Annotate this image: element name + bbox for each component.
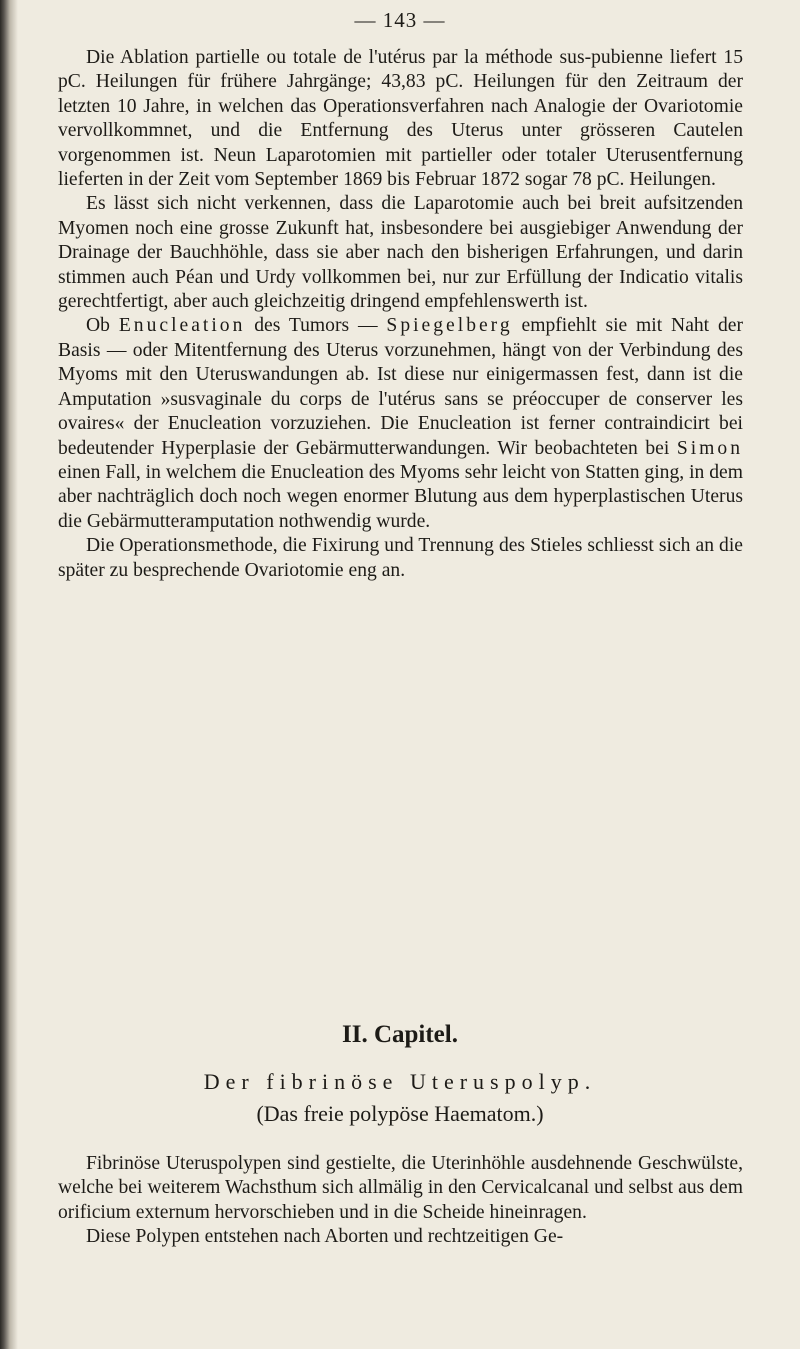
paragraph-enucleation <box>58 314 743 534</box>
page-number: — 143 — <box>354 8 446 32</box>
book-gutter-shadow <box>0 0 18 1349</box>
body-text-upper <box>58 46 743 583</box>
paragraph-polypen-entstehen: Diese Polypen entstehen nach Aborten und rechtzeitigen Ge- <box>86 1226 564 1248</box>
term-enucleation: Enucleation <box>118 315 246 337</box>
text-run: einen Fall, in welchem die Enucleation des Myoms sehr leicht von Statten ging, in dem aber nachträglich doch noch wegen enormer Blutung aus dem hyperplastischen Uterus die Gebärmutteramputation nothwendig wurde. <box>58 461 743 532</box>
author-simon: Simon <box>676 437 743 459</box>
chapter-subtitle: (Das freie polypöse Haematom.) <box>256 1101 544 1126</box>
paragraph-operationsmethode: Die Operationsmethode, die Fixirung und Trennung des Stieles schliesst sich an die später zu besprechende Ovariotomie eng an. <box>58 535 743 581</box>
text-run: empfiehlt sie mit Naht der Basis — oder Mitentfernung des Uterus vorzunehmen, hängt von der Verbindung des Myoms mit den Uteruswandungen ab. Ist diese nur einigermassen fest, dann ist die Amputation »susvaginale du corps de l'utérus sans se préoccuper de conserver les ovaires« der Enucleation vorzuziehen. Die Enucleation ist ferner contraindicirt bei bedeutender Hyperplasie der Gebärmutterwandungen. Wir beobachteten bei <box>58 315 743 459</box>
author-spiegelberg: Spiegelberg <box>386 315 513 337</box>
paragraph-fibrinoese-polypen: Fibrinöse Uteruspolypen sind gestielte, die Uterinhöhle ausdehnende Geschwülste, welche bei weiterem Wachsthum sich allmälig in den Cervicalcanal und selbst aus dem orificium externum hervorschieben und in die Scheide hineinragen. <box>58 1153 743 1223</box>
body-text-lower <box>58 1152 743 1250</box>
text-run: Ob <box>86 315 119 337</box>
paragraph-ablation: Die Ablation partielle ou totale de l'utérus par la méthode sus-pubienne liefert 15 pC. Heilungen für frühere Jahrgänge; 43,83 pC. Heilungen für den Zeitraum der letzten 10 Jahre, in welchen das Operationsverfahren nach Analogie der Ovariotomie vervollkommnet, und die Entfernung des Uterus unter grösseren Cautelen vorgenommen ist. Neun Laparotomien mit partieller oder totaler Uterusentfernung lieferten in der Zeit vom September 1869 bis Februar 1872 sogar 78 pC. Heilungen. <box>58 47 743 191</box>
paragraph-laparotomie: Es lässt sich nicht verkennen, dass die Laparotomie auch bei breit aufsitzenden Myomen noch eine grosse Zukunft hat, insbesondere bei ausgiebiger Anwendung der Drainage der Bauchhöhle, dass sie aber nach den bisherigen Erfahrungen, und darin stimmen auch Péan und Urdy vollkommen bei, nur zur Erfüllung der Indicatio vitalis gerechtfertigt, aber auch gleichzeitig dringend empfehlenswerth ist. <box>58 193 743 313</box>
text-run: des Tumors — <box>245 315 387 337</box>
chapter-heading: II. Capitel. <box>342 1021 458 1048</box>
chapter-title: Der fibrinöse Uteruspolyp. <box>203 1069 597 1094</box>
